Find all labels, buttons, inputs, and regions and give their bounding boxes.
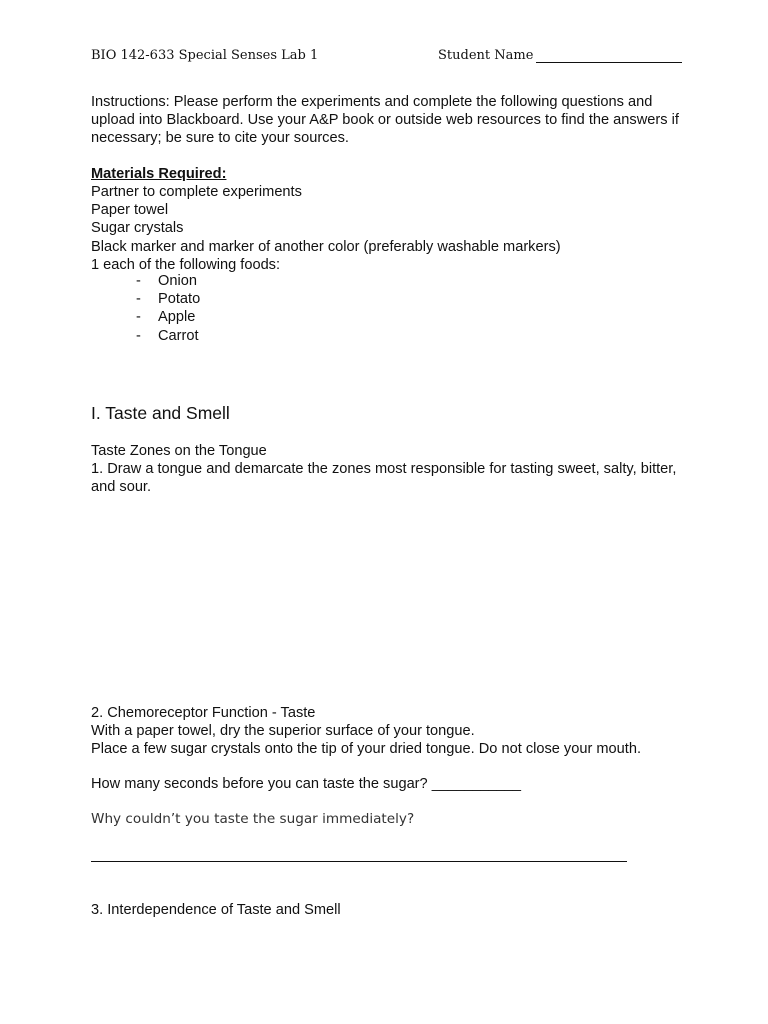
materials-heading: Materials Required: — [91, 166, 227, 182]
question-2-step-2: Place a few sugar crystals onto the tip of your dried tongue. Do not close your mouth. — [91, 741, 641, 758]
materials-item: Black marker and marker of another color (preferably washable markers) — [91, 238, 561, 255]
food-item — [136, 272, 200, 290]
food-label: Apple — [158, 309, 196, 326]
food-label: Onion — [158, 273, 197, 289]
student-name-label: Student Name — [438, 48, 534, 63]
materials-list — [91, 183, 561, 274]
student-name-field — [438, 48, 682, 63]
instructions-paragraph: Instructions: Please perform the experiments and complete the following questions and upload into Blackboard. Use your A&P book or outside web resources to find the answers if necessary; be sure to cite your sources. — [91, 94, 679, 147]
question-2-step-1: With a paper towel, dry the superior surface of your tongue. — [91, 723, 475, 740]
materials-item: Partner to complete experiments — [91, 184, 302, 200]
bullet-dash: - — [136, 327, 141, 344]
course-header: BIO 142-633 Special Senses Lab 1 — [91, 48, 319, 63]
question-3-title: 3. Interdependence of Taste and Smell — [91, 902, 341, 918]
bullet-dash: - — [136, 291, 141, 308]
question-1-text: 1. Draw a tongue and demarcate the zones most responsible for tasting sweet, salty, bitter, and sour. — [91, 461, 677, 496]
bullet-dash: - — [136, 309, 141, 326]
student-name-line — [536, 48, 682, 63]
section-title: I. Taste and Smell — [91, 403, 230, 423]
question-2-seconds-prompt: How many seconds before you can taste the sugar? ___________ — [91, 776, 521, 792]
question-1 — [91, 442, 691, 497]
answer-line — [91, 861, 627, 862]
materials-item: Sugar crystals — [91, 220, 184, 237]
food-label: Potato — [158, 291, 201, 308]
food-item — [136, 308, 200, 326]
food-item — [136, 290, 200, 308]
question-2-title: 2. Chemoreceptor Function - Taste — [91, 705, 316, 721]
food-item — [136, 327, 200, 345]
taste-zones-subheading: Taste Zones on the Tongue — [91, 443, 267, 459]
question-2-why-prompt: Why couldn’t you taste the sugar immediately? — [91, 811, 415, 827]
bullet-dash: - — [136, 273, 141, 289]
foods-list — [136, 272, 200, 345]
materials-item: 1 each of the following foods: — [91, 256, 281, 273]
question-2 — [91, 704, 701, 759]
materials-item: Paper towel — [91, 202, 169, 219]
food-label: Carrot — [158, 327, 199, 344]
